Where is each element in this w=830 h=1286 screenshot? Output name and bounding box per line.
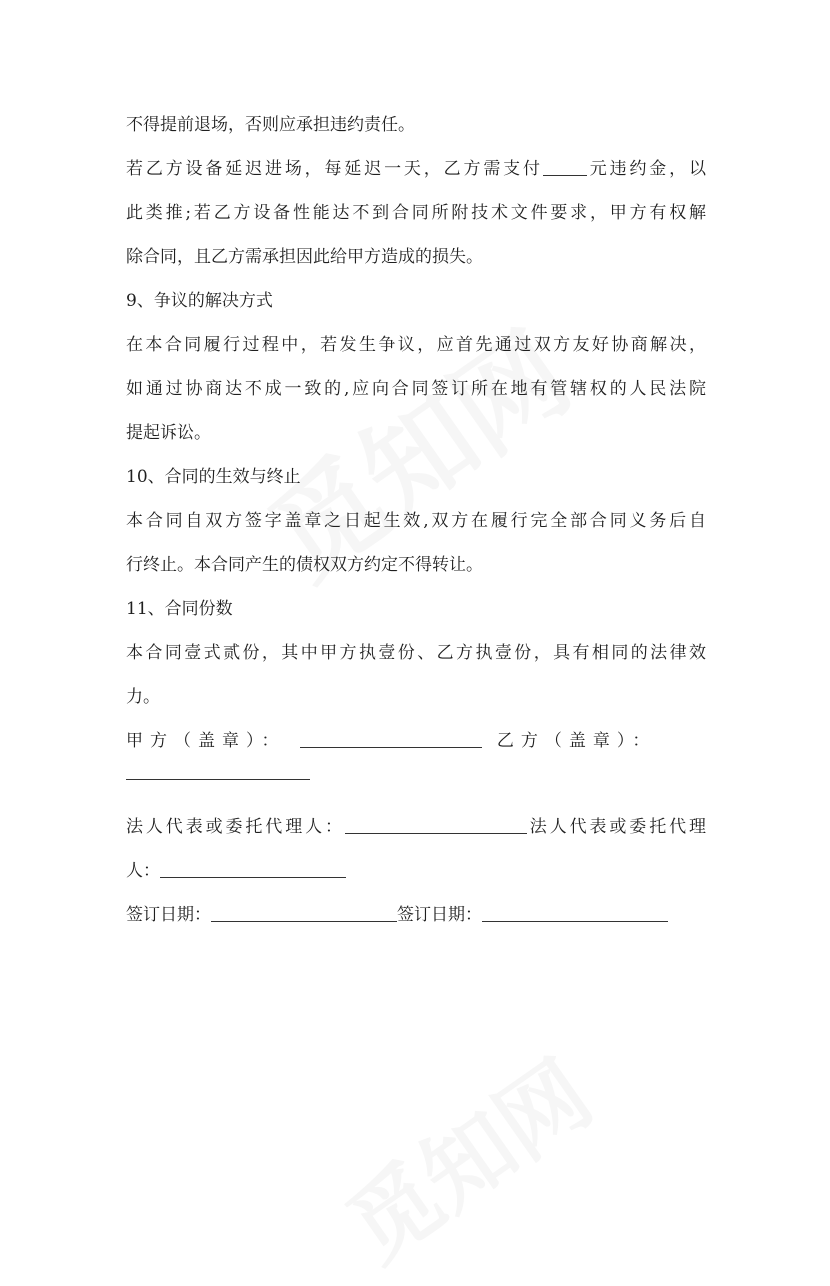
paragraph-line: 行终止。本合同产生的债权双方约定不得转让。 — [126, 555, 483, 575]
section-heading-10: 10、合同的生效与终止 — [126, 467, 301, 487]
party-seal-line — [126, 729, 706, 753]
paragraph-line: 本合同自双方签字盖章之日起生效,双方在履行完全部合同义务后自 — [126, 511, 706, 531]
paragraph-line: 提起诉讼。 — [126, 423, 211, 443]
rep-a-blank — [345, 815, 527, 834]
date-b-label: 签订日期： — [397, 905, 482, 925]
section-heading-9: 9、争议的解决方式 — [126, 291, 273, 311]
paragraph-line: 不得提前退场，否则应承担违约责任。 — [126, 115, 415, 135]
party-b-seal-blank-line — [126, 761, 706, 785]
rep-b-label-cont: 人： — [126, 861, 160, 881]
section-heading-11: 11、合同份数 — [126, 599, 233, 619]
date-a-blank — [211, 903, 397, 922]
date-b-blank — [482, 903, 668, 922]
paragraph-line: 如通过协商达不成一致的,应向合同签订所在地有管辖权的人民法院 — [126, 379, 706, 399]
rep-b-blank — [160, 859, 346, 878]
paragraph-line: 力。 — [126, 687, 160, 707]
penalty-line — [126, 157, 706, 181]
sign-date-line — [126, 903, 706, 927]
party-a-seal-label: 甲方（盖章）： — [126, 731, 286, 751]
party-a-seal-blank — [300, 729, 482, 748]
party-b-seal-label: 乙方（盖章）： — [496, 731, 657, 751]
paragraph-line: 此类推;若乙方设备性能达不到合同所附技术文件要求，甲方有权解 — [126, 203, 706, 223]
watermark-bottom — [317, 1024, 613, 1285]
party-b-seal-blank — [126, 761, 310, 780]
paragraph-line: 本合同壹式贰份，其中甲方执壹份、乙方执壹份，具有相同的法律效 — [126, 643, 706, 663]
penalty-text: 若乙方设备延迟进场，每延迟一天，乙方需支付 — [126, 159, 543, 179]
representative-line — [126, 815, 706, 839]
date-a-label: 签订日期： — [126, 905, 211, 925]
paragraph-line: 除合同，且乙方需承担因此给甲方造成的损失。 — [126, 247, 483, 267]
representative-line-cont — [126, 859, 706, 883]
rep-b-label: 法人代表或委托代理 — [526, 817, 707, 837]
rep-a-label: 法人代表或委托代理人： — [126, 817, 345, 837]
penalty-text-cont: 元违约金，以 — [586, 159, 707, 179]
paragraph-line: 在本合同履行过程中，若发生争议，应首先通过双方友好协商解决， — [126, 335, 706, 355]
penalty-amount-blank — [543, 157, 587, 176]
